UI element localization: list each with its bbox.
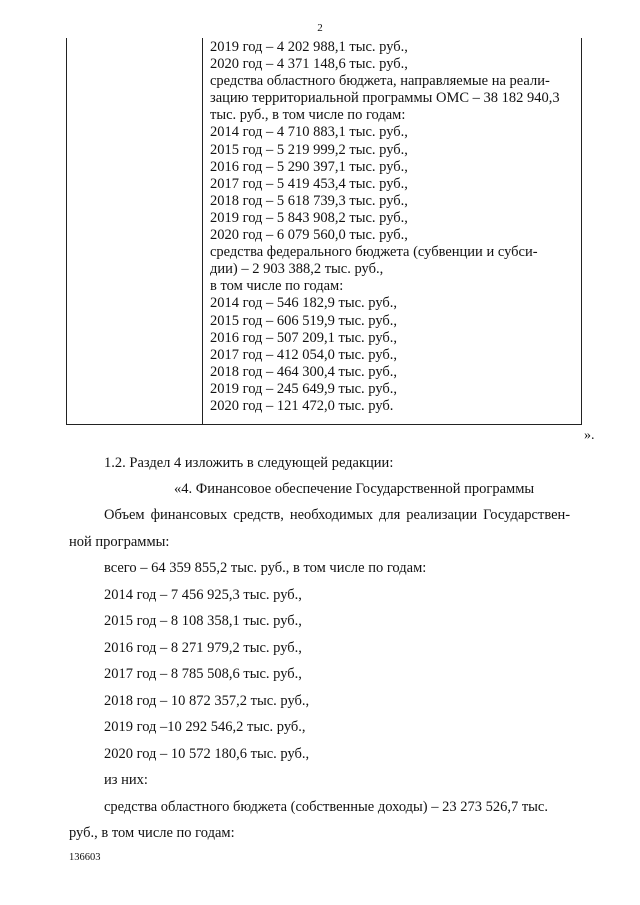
table-line: 2020 год – 6 079 560,0 тыс. руб., <box>210 227 408 244</box>
page-number: 2 <box>317 22 323 34</box>
regional-budget-line: средства областного бюджета (собственные доходы) – 23 273 526,7 тыс. <box>104 799 548 815</box>
table-line: 2014 год – 4 710 883,1 тыс. руб., <box>210 124 408 141</box>
table-line: 2015 год – 5 219 999,2 тыс. руб., <box>210 141 408 158</box>
footer-code: 136603 <box>69 852 101 863</box>
table-line: 2017 год – 5 419 453,4 тыс. руб., <box>210 175 408 192</box>
table-line: дии) – 2 903 388,2 тыс. руб., <box>210 261 384 278</box>
table-line: средства федерального бюджета (субвенции и субси- <box>210 244 538 261</box>
table-line: в том числе по годам: <box>210 278 344 295</box>
table-line: 2016 год – 5 290 397,1 тыс. руб., <box>210 158 408 175</box>
regional-budget-line-cont: руб., в том числе по годам: <box>69 825 235 841</box>
total-line: всего – 64 359 855,2 тыс. руб., в том числе по годам: <box>104 560 427 576</box>
year-line: 2017 год – 8 785 508,6 тыс. руб., <box>104 666 302 682</box>
year-line: 2015 год – 8 108 358,1 тыс. руб., <box>104 613 302 629</box>
table-line: 2018 год – 464 300,4 тыс. руб., <box>210 363 398 380</box>
amendment-paragraph: 1.2. Раздел 4 изложить в следующей редакции: <box>104 455 394 471</box>
year-line: 2019 год –10 292 546,2 тыс. руб., <box>104 719 306 735</box>
table-line: 2015 год – 606 519,9 тыс. руб., <box>210 312 398 329</box>
table-line: 2016 год – 507 209,1 тыс. руб., <box>210 329 398 346</box>
table-line: 2017 год – 412 054,0 тыс. руб., <box>210 346 398 363</box>
table-line: 2019 год – 4 202 988,1 тыс. руб., <box>210 39 408 55</box>
year-line: 2014 год – 7 456 925,3 тыс. руб., <box>104 587 302 603</box>
table-line: средства областного бюджета, направляемые на реали- <box>210 73 550 90</box>
year-line: 2016 год – 8 271 979,2 тыс. руб., <box>104 640 302 656</box>
of-them-line: из них: <box>104 772 148 788</box>
body-paragraph: Объем финансовых средств, необходимых для реализации Государствен- <box>104 507 571 523</box>
year-line: 2020 год – 10 572 180,6 тыс. руб., <box>104 746 310 762</box>
closing-quote: ». <box>584 428 595 443</box>
table-line: зацию территориальной программы ОМС – 38 182 940,3 <box>210 90 560 107</box>
table-line: 2019 год – 245 649,9 тыс. руб., <box>210 380 398 397</box>
table-line: 2020 год – 4 371 148,6 тыс. руб., <box>210 56 408 73</box>
table-line: 2018 год – 5 618 739,3 тыс. руб., <box>210 192 408 209</box>
table-cell-text <box>210 39 572 415</box>
body-paragraph-cont: ной программы: <box>69 534 170 550</box>
financing-table <box>66 38 582 425</box>
table-line: тыс. руб., в том числе по годам: <box>210 107 406 124</box>
table-line: 2019 год – 5 843 908,2 тыс. руб., <box>210 209 408 226</box>
table-line: 2014 год – 546 182,9 тыс. руб., <box>210 295 398 312</box>
table-line: 2020 год – 121 472,0 тыс. руб. <box>210 397 394 414</box>
section-heading: «4. Финансовое обеспечение Государственной программы <box>174 481 535 497</box>
table-column-divider <box>202 38 203 424</box>
year-line: 2018 год – 10 872 357,2 тыс. руб., <box>104 693 310 709</box>
